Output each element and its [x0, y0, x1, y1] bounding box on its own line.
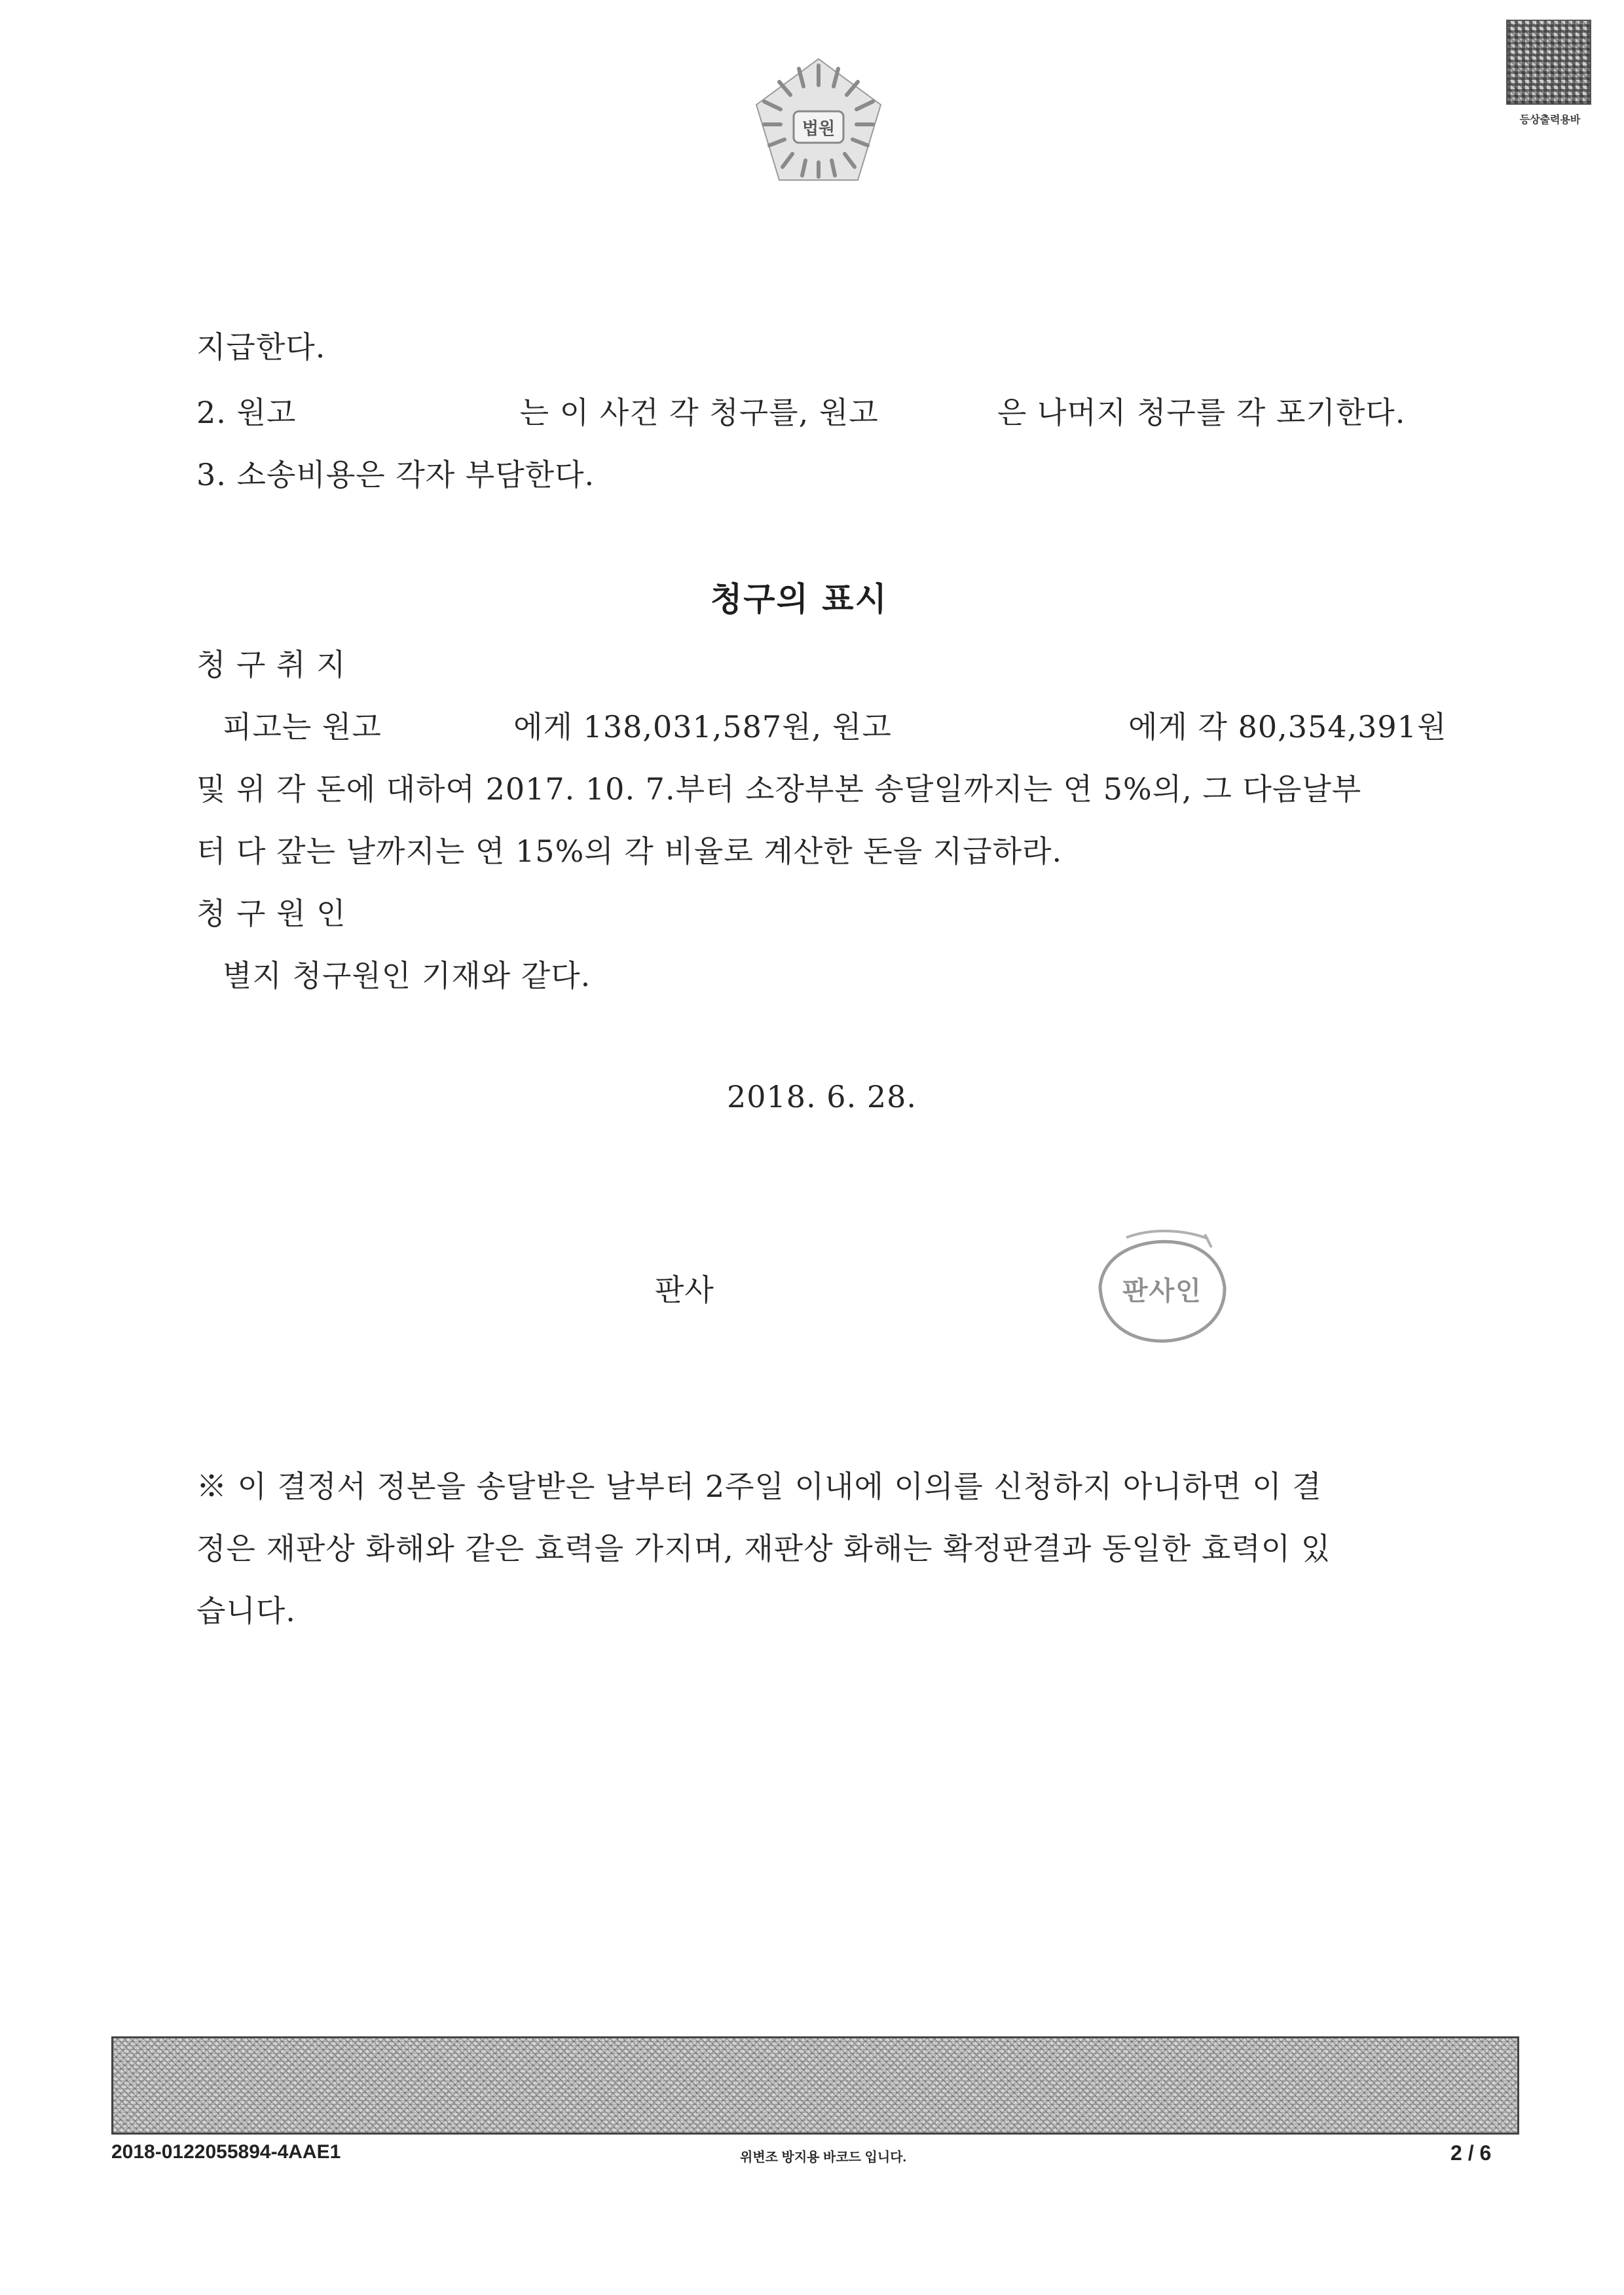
court-emblem: [740, 46, 897, 203]
notice-line-3: 습니다.: [196, 1593, 296, 1628]
item-2-mid: 는 이 사건 각 청구를, 원고: [519, 395, 879, 430]
redacted-name: [902, 716, 1118, 743]
decision-date: 2018. 6. 28.: [727, 1079, 917, 1114]
redacted-name: [889, 402, 987, 428]
qr-code-icon: [1506, 20, 1591, 105]
notice-line-1: ※ 이 결정서 정본을 송달받은 날부터 2주일 이내에 이의를 신청하지 아니하면 이 결: [196, 1469, 1322, 1504]
judge-seal: [1087, 1224, 1238, 1355]
barcode-note: 위변조 방지용 바코드 입니다.: [740, 2150, 907, 2165]
item-2: [196, 393, 1405, 432]
claim-line-2: 및 위 각 돈에 대하여 2017. 10. 7.부터 소장부본 송달일까지는 연 5%의, 그 다음날부: [196, 771, 1362, 807]
claims-heading: 청구의 표시: [710, 580, 888, 618]
notice-line-2: 정은 재판상 화해와 같은 효력을 가지며, 재판상 화해는 확정판결과 동일한 효력이 있: [196, 1531, 1331, 1566]
claim-line-1-c: 에게 각 80,354,391원: [1128, 709, 1447, 744]
claim-line-1-a: 피고는 원고: [223, 709, 382, 744]
court-emblem-label: 법원: [802, 119, 836, 139]
claim-cause-text: 별지 청구원인 기재와 같다.: [223, 958, 591, 993]
redacted-name: [392, 716, 503, 743]
claim-purpose-label: 청 구 취 지: [196, 647, 346, 682]
seal-text: 판사인: [1122, 1276, 1202, 1306]
judge-label: 판사: [655, 1272, 714, 1308]
item-2-suffix: 은 나머지 청구를 각 포기한다.: [997, 395, 1406, 430]
qr-label: 등상출력용바: [1519, 113, 1581, 126]
claim-cause-label: 청 구 원 인: [196, 896, 346, 931]
item-2-prefix: 2. 원고: [196, 395, 297, 430]
continued-line: 지급한다.: [196, 329, 326, 365]
page-indicator: 2 / 6: [1450, 2141, 1492, 2165]
document-id: 2018-0122055894-4AAE1: [111, 2141, 341, 2163]
item-3: 3. 소송비용은 각자 부담한다.: [196, 457, 595, 492]
anti-forgery-barcode: [111, 2036, 1519, 2135]
redacted-name: [306, 402, 509, 428]
claim-line-1: [223, 707, 1447, 746]
claim-line-1-b: 에게 138,031,587원, 원고: [513, 709, 892, 744]
claim-line-3: 터 다 갚는 날까지는 연 15%의 각 비율로 계산한 돈을 지급하라.: [196, 834, 1063, 869]
